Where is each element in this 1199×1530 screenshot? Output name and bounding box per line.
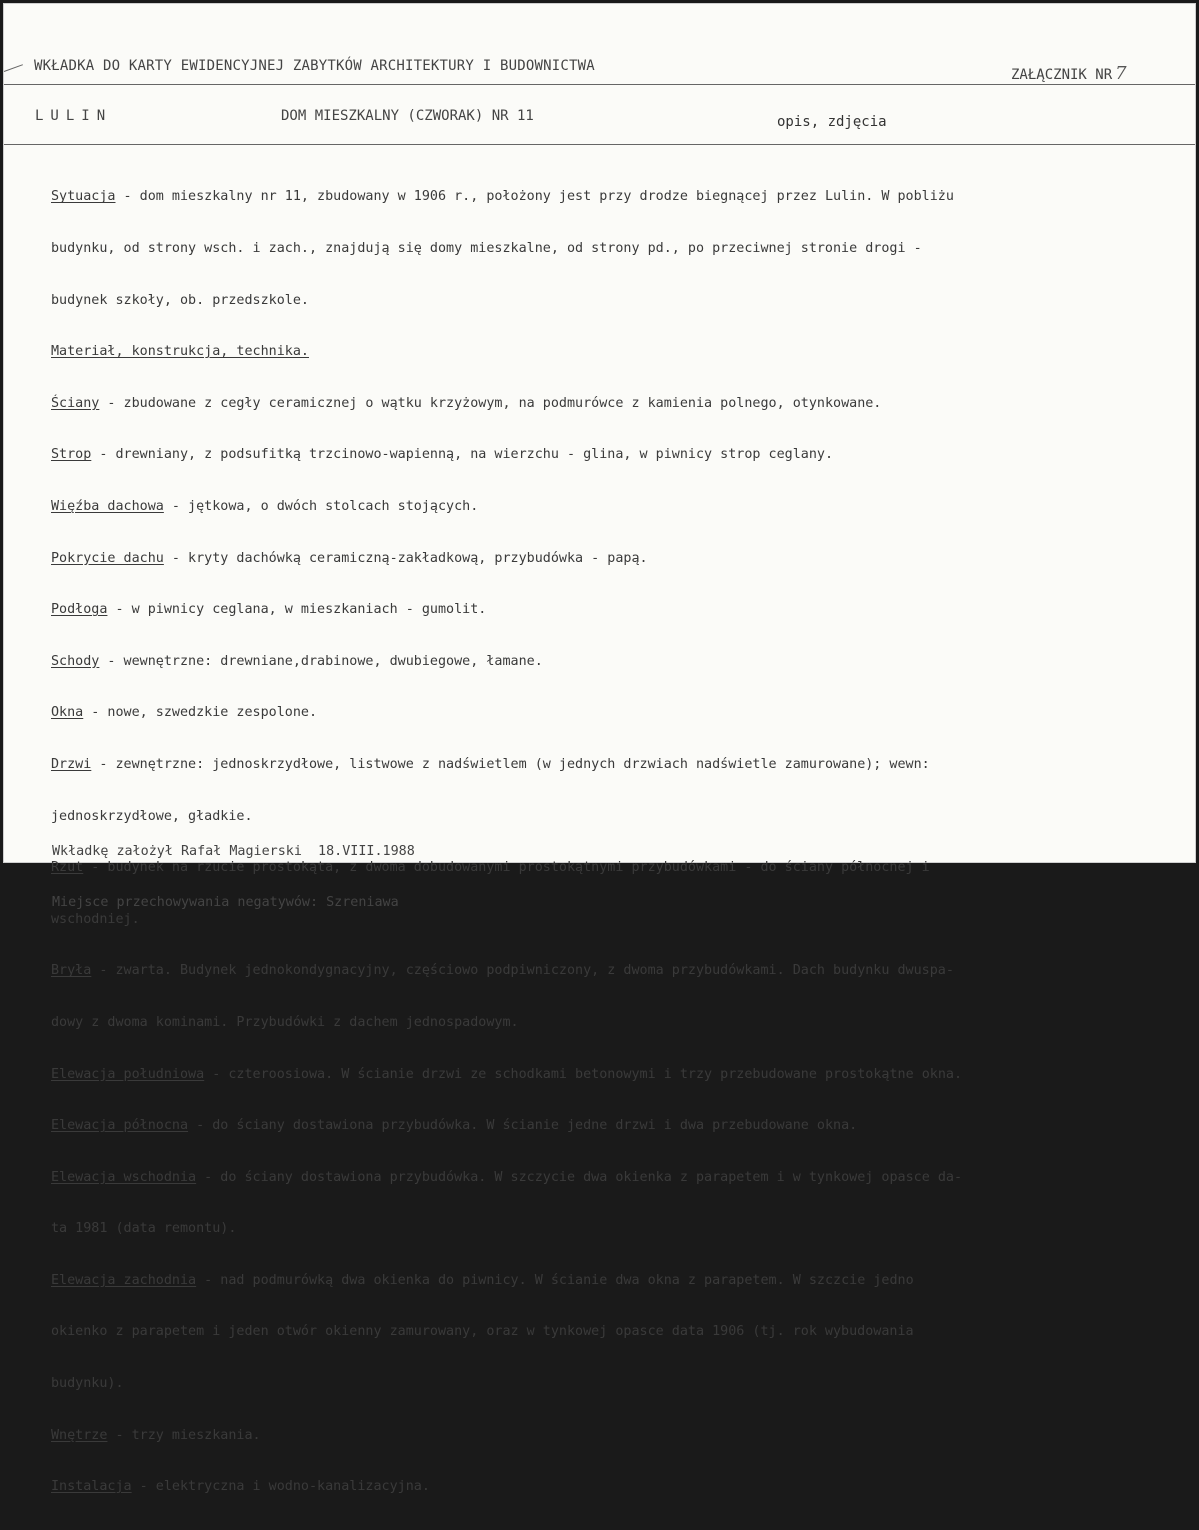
- description-line: dowy z dwoma kominami. Przybudówki z dachem jednospadowym.: [51, 1014, 519, 1030]
- section-heading: Podłoga: [51, 602, 108, 618]
- description-line: [51, 446, 1191, 463]
- section-heading: Elewacja wschodnia: [51, 1169, 197, 1185]
- section-heading: Elewacja południowa: [51, 1066, 205, 1082]
- description-line: [51, 601, 1191, 618]
- description-line: [51, 188, 1191, 205]
- section-heading: Schody: [51, 653, 100, 669]
- description-line: [51, 1272, 1191, 1289]
- location: LULIN: [35, 108, 113, 124]
- section-heading: Ściany: [51, 395, 100, 411]
- description-line: [51, 1066, 1191, 1083]
- description-line: [51, 343, 1191, 360]
- description-line: [51, 962, 1191, 979]
- section-text: - elektryczna i wodno-kanalizacyjna.: [131, 1479, 430, 1495]
- description-line: [51, 756, 1191, 773]
- description-line: budynek szkoły, ob. przedszkole.: [51, 292, 309, 308]
- description-line: budynku, od strony wsch. i zach., znajdują się domy mieszkalne, od strony pd., po przeciwnej stronie drogi -: [51, 241, 922, 256]
- section-text: - do ściany dostawiona przybudówka. W ścianie jedne drzwi i dwa przebudowane okna.: [188, 1118, 858, 1134]
- section-text: - czteroosiowa. W ścianie drzwi ze schodkami betonowymi i trzy przebudowane prostokątne okna.: [204, 1066, 963, 1082]
- description-line: budynku).: [51, 1376, 124, 1392]
- section-text: - zewnętrzne: jednoskrzydłowe, listwowe z nadświetlem (w jednych drzwiach nadświetle zamurowane); wewn:: [91, 756, 930, 772]
- section-text: - wewnętrzne: drewniane,drabinowe, dwubiegowe, łamane.: [99, 653, 543, 669]
- section-text: - trzy mieszkania.: [107, 1427, 261, 1443]
- description-line: [51, 653, 1191, 670]
- attachment-number: 7: [1115, 63, 1127, 84]
- header-divider: [4, 84, 1195, 85]
- section-text: - w piwnicy ceglana, w mieszkaniach - gumolit.: [107, 602, 487, 618]
- description-line: ta 1981 (data remontu).: [51, 1221, 237, 1237]
- section-text: - kryty dachówką ceramiczną-zakładkową, przybudówka - papą.: [163, 550, 648, 566]
- description-line: [51, 1427, 1191, 1444]
- section-heading: Strop: [51, 447, 92, 463]
- section-heading: Sytuacja: [51, 189, 116, 205]
- attachment-label-text: ZAŁĄCZNIK NR: [1011, 67, 1113, 83]
- description-line: wschodniej.: [51, 911, 140, 927]
- description-line: [51, 550, 1191, 567]
- section-text: - do ściany dostawiona przybudówka. W szczycie dwa okienka z parapetem i w tynkowej opasce da-: [196, 1169, 963, 1185]
- attachment-label: [1011, 63, 1127, 84]
- description-line: [51, 498, 1191, 515]
- description-line: [51, 1117, 1191, 1134]
- description-line: [51, 1478, 1191, 1495]
- section-heading: Materiał, konstrukcja, technika.: [51, 344, 309, 360]
- section-heading: Pokrycie dachu: [51, 550, 164, 566]
- section-heading: Drzwi: [51, 756, 92, 772]
- description-line: [51, 704, 1191, 721]
- section-heading: Bryła: [51, 963, 92, 979]
- section-heading: Elewacja północna: [51, 1118, 189, 1134]
- section-text: - jętkowa, o dwóch stolcach stojących.: [163, 498, 479, 514]
- description-line: jednoskrzydłowe, gładkie.: [51, 808, 253, 824]
- record-card: [3, 3, 1196, 1495]
- section-heading: Okna: [51, 705, 84, 721]
- section-heading: Rzut: [51, 860, 84, 876]
- section-text: - zwarta. Budynek jednokondygnacyjny, częściowo podpiwniczony, z dwoma przybudówkami. Dach budynku dwuspa-: [91, 963, 954, 979]
- section-text: - zbudowane z cegły ceramicznej o wątku krzyżowym, na podmurówce z kamienia polnego, otynkowane.: [99, 395, 882, 411]
- section-heading: Elewacja zachodnia: [51, 1272, 197, 1288]
- description-line: okienko z parapetem i jeden otwór okienny zamurowany, oraz w tynkowej opasce data 1906 (tj. rok wybudowania: [51, 1324, 914, 1340]
- created-by: Wkładkę założył Rafał Magierski 18.VIII.1988: [52, 844, 415, 859]
- subheader-divider: [4, 144, 1195, 145]
- section-text: - dom mieszkalny nr 11, zbudowany w 1906 r., położony jest przy drodze biegnącej przez Lulin. W pobliżu: [115, 189, 954, 205]
- section-heading: Więźba dachowa: [51, 498, 164, 514]
- section-text: - nad podmurówką dwa okienka do piwnicy. W ścianie dwa okna z parapetem. W szczcie jedno: [196, 1272, 914, 1288]
- description-line: [51, 395, 1191, 412]
- negatives-location: Miejsce przechowywania negatywów: Szreniawa: [52, 895, 399, 910]
- object-name: DOM MIESZKALNY (CZWORAK) NR 11: [281, 108, 534, 124]
- section-heading: Instalacja: [51, 1479, 132, 1495]
- section-text: - drewniany, z podsufitką trzcinowo-wapienną, na wierzchu - glina, w piwnicy strop ceglany.: [91, 447, 834, 463]
- card-kind: opis, zdjęcia: [777, 114, 887, 130]
- description-line: [51, 1169, 1191, 1186]
- section-heading: Wnętrze: [51, 1427, 108, 1443]
- card-title: WKŁADKA DO KARTY EWIDENCYJNEJ ZABYTKÓW ARCHITEKTURY I BUDOWNICTWA: [34, 58, 595, 74]
- footer: [52, 809, 415, 945]
- section-text: - budynek na rzucie prostokąta, z dwoma dobudowanymi prostokątnymi przybudówkami - do ściany północnej i: [83, 860, 930, 876]
- section-text: - nowe, szwedzkie zespolone.: [83, 705, 318, 721]
